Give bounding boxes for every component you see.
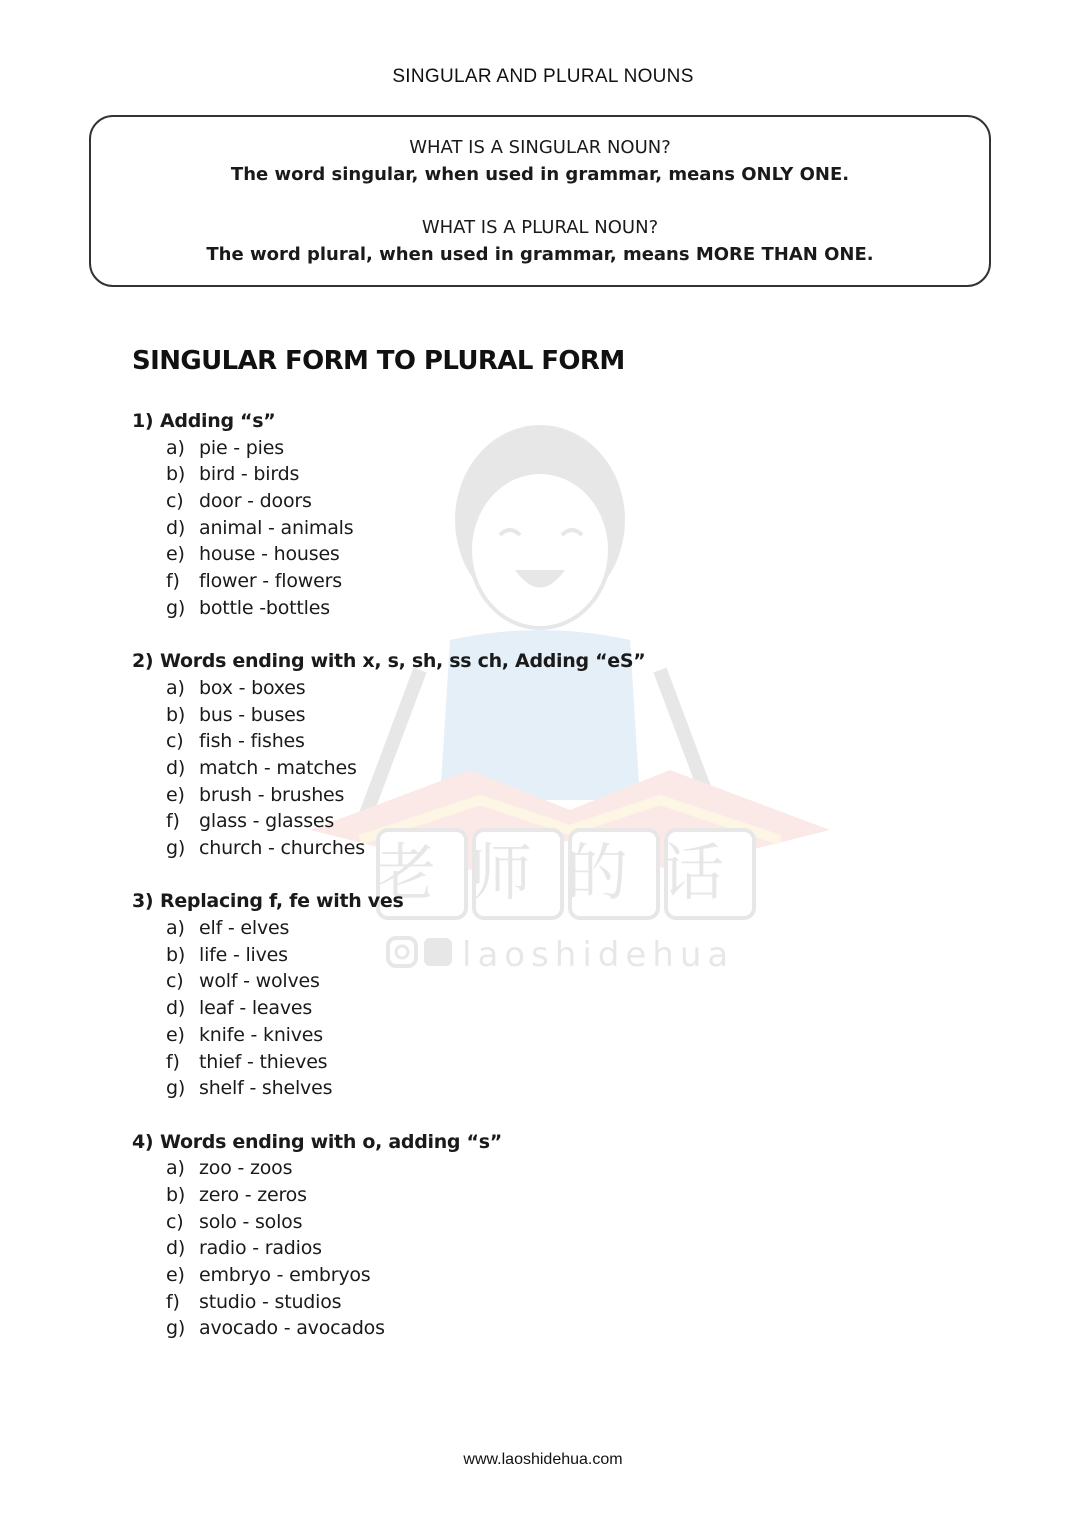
svg-text:老师的话: 老师的话 (373, 836, 759, 909)
list-item: e) house - houses (166, 543, 340, 566)
list-item: f) glass - glasses (166, 810, 335, 833)
list-item: e) brush - brushes (166, 783, 345, 806)
rule-heading-text: Words ending with o, adding “s” (160, 1130, 502, 1153)
list-item: b) life - lives (166, 943, 288, 966)
page-title: SINGULAR AND PLURAL NOUNS (392, 66, 694, 87)
section-title: SINGULAR FORM TO PLURAL FORM (132, 346, 625, 376)
rule-4 (132, 1129, 832, 1343)
list-item: d) match - matches (166, 756, 357, 779)
list-item: d) radio - radios (166, 1237, 322, 1260)
list-item: b) bird - birds (166, 463, 300, 486)
rule-number: 3) (132, 890, 154, 913)
rule-3 (132, 888, 832, 1102)
list-item: e) embryo - embryos (166, 1264, 371, 1286)
rule-heading (132, 408, 832, 435)
list-item: a) zoo - zoos (166, 1157, 293, 1180)
singular-question: WHAT IS A SINGULAR NOUN? (409, 137, 671, 158)
list-item: c) solo - solos (166, 1210, 303, 1233)
list-item: d) leaf - leaves (166, 997, 313, 1020)
rule-2 (132, 648, 832, 862)
rule-1 (132, 408, 832, 622)
definition-box (89, 115, 991, 287)
rule-number: 2) (132, 650, 154, 673)
list-item: a) pie - pies (166, 436, 284, 459)
rules-list (132, 408, 832, 1369)
rule-heading (132, 648, 832, 675)
list-item: g) shelf - shelves (166, 1077, 333, 1100)
svg-text:laoshidehua: laoshidehua (462, 935, 735, 970)
list-item: f) studio - studios (166, 1290, 342, 1313)
list-item: a) elf - elves (166, 917, 290, 940)
list-item: a) box - boxes (166, 676, 306, 699)
list-item: f) thief - thieves (166, 1050, 328, 1073)
list-item: c) fish - fishes (166, 730, 305, 753)
plural-answer: The word plural, when used in grammar, means MORE THAN ONE. (206, 244, 874, 265)
rule-heading (132, 888, 832, 915)
footer-url[interactable]: www.laoshidehua.com (463, 1451, 623, 1468)
singular-answer: The word singular, when used in grammar, means ONLY ONE. (230, 164, 850, 185)
list-item: b) bus - buses (166, 703, 306, 726)
list-item: c) wolf - wolves (166, 970, 320, 993)
plural-question: WHAT IS A PLURAL NOUN? (421, 217, 659, 238)
list-item: g) church - churches (166, 837, 365, 859)
rule-number: 4) (132, 1130, 154, 1153)
rule-heading-text: Adding “s” (160, 410, 276, 432)
list-item: d) animal - animals (166, 516, 354, 539)
rule-number: 1) (132, 410, 154, 432)
list-item: g) avocado - avocados (166, 1317, 385, 1340)
list-item: f) flower - flowers (166, 570, 342, 593)
rule-heading (132, 1129, 832, 1156)
rule-heading-text: Replacing f, fe with ves (160, 890, 404, 913)
list-item: b) zero - zeros (166, 1183, 307, 1206)
list-item: g) bottle -bottles (166, 596, 330, 619)
list-item: c) door - doors (166, 490, 312, 513)
list-item: e) knife - knives (166, 1023, 323, 1046)
rule-heading-text: Words ending with x, s, sh, ss ch, Adding “eS” (160, 650, 646, 673)
